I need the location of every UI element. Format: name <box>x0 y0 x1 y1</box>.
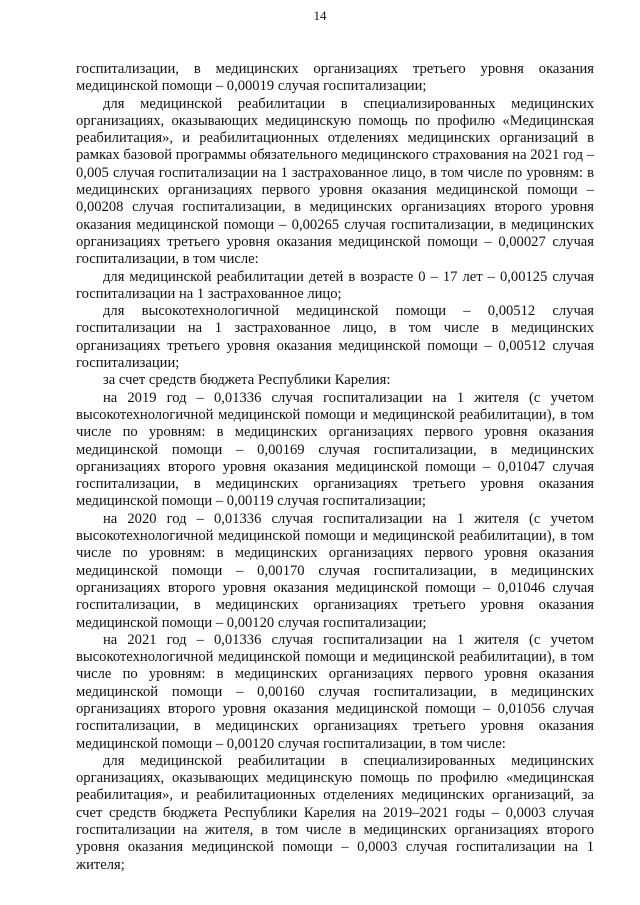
paragraph-rehab-children: для медицинской реабилитации детей в возрасте 0 – 17 лет – 0,00125 случая госпитализации на 1 застрахованное лицо; <box>76 268 594 302</box>
paragraph-high-tech: для высокотехнологичной медицинской помощи – 0,00512 случая госпитализации на 1 застрахованное лицо, в том числе в медицинских организациях третьего уровня оказания медицинской помощи – 0,00512 случая госпитализации; <box>76 303 594 372</box>
paragraph-budget-rehab: для медицинской реабилитации в специализированных медицинских организациях, оказывающих медицинскую помощь по профилю «медицинская реабилитация», и реабилитационных отделениях медицинских организаций, за счет средств бюджета Республики Карелия на 2019–2021 годы – 0,0003 случая госпитализации на жителя, в том числе в медицинских организациях второго уровня оказания медицинской помощи – 0,0003 случая госпитализации на 1 жителя; <box>76 752 594 873</box>
paragraph-continuation: госпитализации, в медицинских организациях третьего уровня оказания медицинской помощи – 0,00019 случая госпитализации; <box>76 61 594 95</box>
paragraph-budget-2019: на 2019 год – 0,01336 случая госпитализации на 1 жителя (с учетом высокотехнологичной медицинской помощи и медицинской реабилитации), в том числе по уровням: в медицинских организациях первого уровня оказания медицинской помощи – 0,00169 случая госпитализации, в медицинских организациях второго уровня оказания медицинской помощи – 0,01047 случая госпитализации, в медицинских организациях третьего уровня оказания медицинской помощи – 0,00119 случая госпитализации; <box>76 389 594 510</box>
paragraph-budget-heading: за счет средств бюджета Республики Карелия: <box>103 372 391 389</box>
document-body <box>76 61 594 874</box>
paragraph-rehab-2021: для медицинской реабилитации в специализированных медицинских организациях, оказывающих медицинскую помощь по профилю «Медицинская реабилитация», и реабилитационных отделениях медицинских организаций в рамках базовой программы обязательного медицинского страхования на 2021 год – 0,005 случая госпитализации на 1 застрахованное лицо, в том числе по уровням: в медицинских организациях первого уровня оказания медицинской помощи – 0,00208 случая госпитализации, в медицинских организациях второго уровня оказания медицинской помощи – 0,00265 случая госпитализации, в медицинских организациях третьего уровня оказания медицинской помощи – 0,00027 случая госпитализации, в том числе: <box>76 95 594 268</box>
paragraph-budget-2020: на 2020 год – 0,01336 случая госпитализации на 1 жителя (с учетом высокотехнологичной медицинской помощи и медицинской реабилитации), в том числе по уровням: в медицинских организациях первого уровня оказания медицинской помощи – 0,00170 случая госпитализации, в медицинских организациях второго уровня оказания медицинской помощи – 0,01046 случая госпитализации, в медицинских организациях третьего уровня оказания медицинской помощи – 0,00120 случая госпитализации; <box>76 510 594 631</box>
page-number: 14 <box>313 8 327 23</box>
paragraph-budget-2021: на 2021 год – 0,01336 случая госпитализации на 1 жителя (с учетом высокотехнологичной медицинской помощи и медицинской реабилитации), в том числе по уровням: в медицинских организациях первого уровня оказания медицинской помощи – 0,00160 случая госпитализации, в медицинских организациях второго уровня оказания медицинской помощи – 0,01056 случая госпитализации, в медицинских организациях третьего уровня оказания медицинской помощи – 0,00120 случая госпитализации, в том числе: <box>76 631 594 752</box>
